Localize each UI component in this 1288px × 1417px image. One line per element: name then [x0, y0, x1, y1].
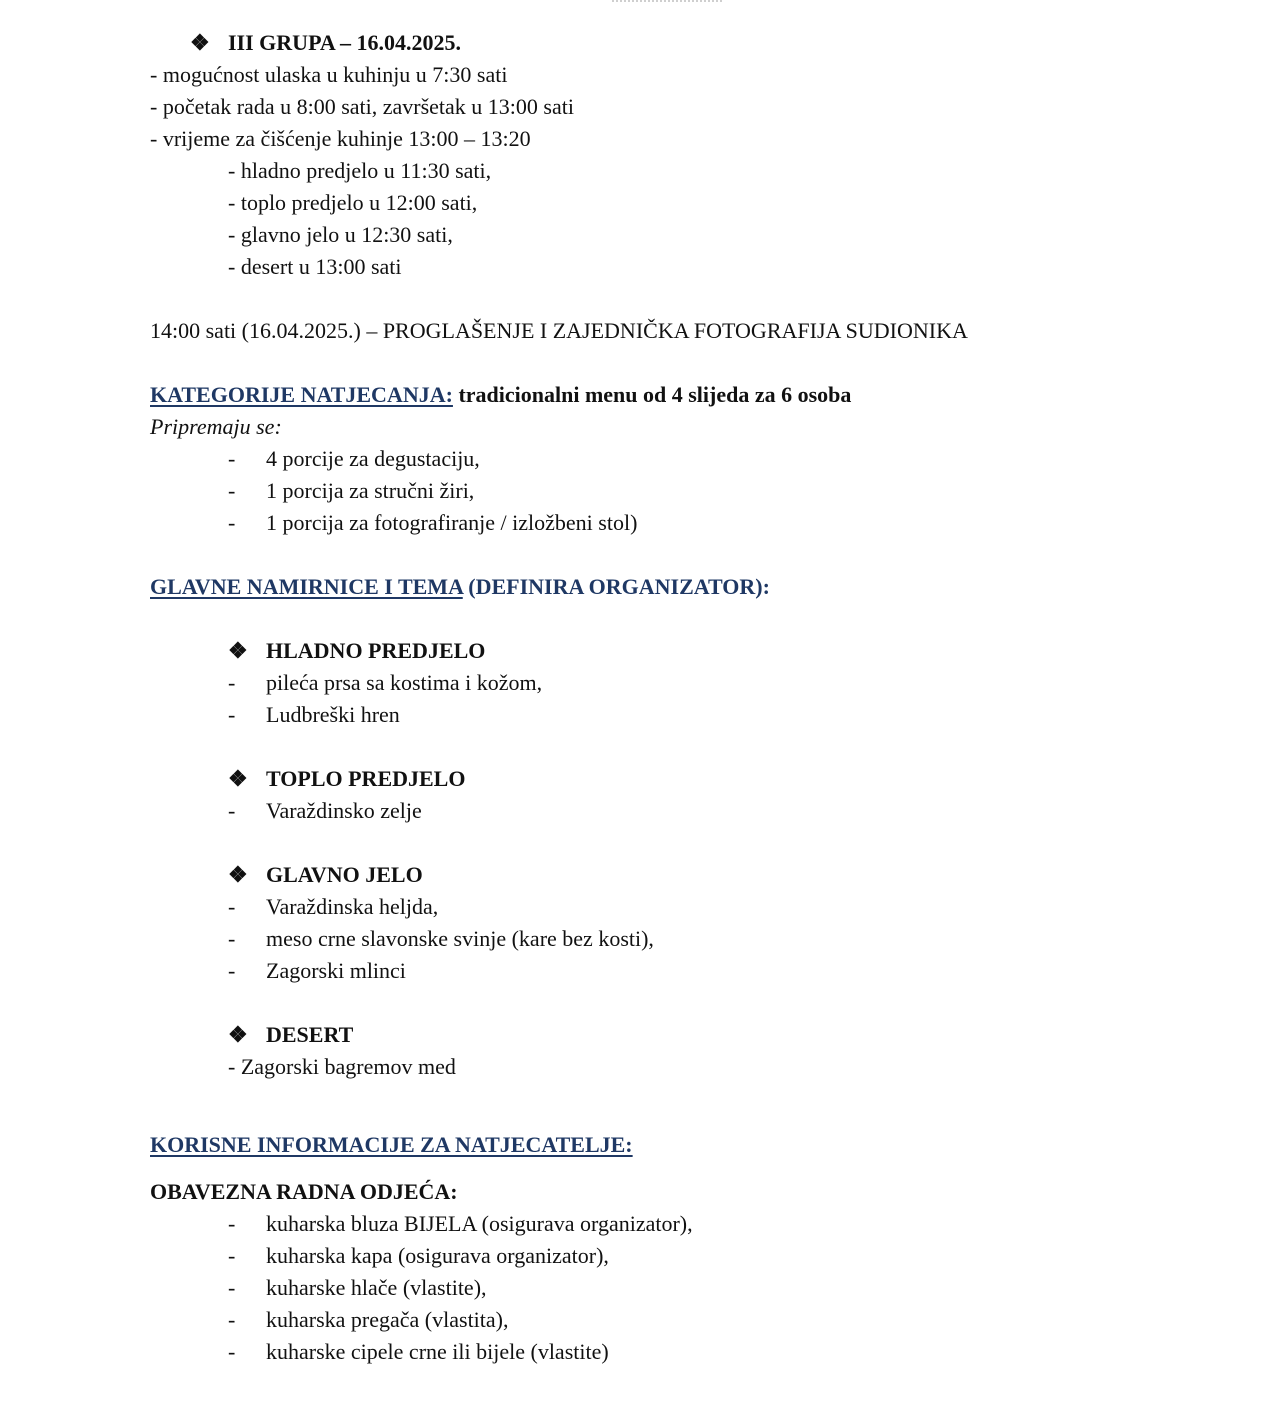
announcement-line: 14:00 sati (16.04.2025.) – PROGLAŠENJE I ZAJEDNIČKA FOTOGRAFIJA SUDIONIKA: [150, 318, 968, 343]
ingredient-text: meso crne slavonske svinje (kare bez kosti),: [266, 926, 654, 951]
attire-text: kuharske hlače (vlastite),: [266, 1275, 487, 1300]
course-title: HLADNO PREDJELO: [266, 638, 486, 663]
ingredient-text: Varaždinsko zelje: [266, 798, 422, 823]
categories-text: tradicionalni menu od 4 slijeda za 6 osoba: [452, 382, 852, 407]
attire-item: [228, 1304, 509, 1336]
ingredient-item: [228, 891, 438, 923]
portion-text: 4 porcije za degustaciju,: [266, 446, 480, 471]
diamond-bullet-icon: ❖: [228, 638, 248, 663]
ingredients-heading: GLAVNE NAMIRNICE I TEMA: [150, 574, 463, 599]
dash-bullet: -: [228, 446, 236, 471]
schedule-line: - desert u 13:00 sati: [228, 254, 402, 279]
ingredient-item: [228, 699, 400, 731]
dash-bullet: -: [228, 1275, 236, 1300]
dash-bullet: -: [228, 510, 236, 535]
portion-item: [228, 443, 480, 475]
attire-text: kuharske cipele crne ili bijele (vlastite): [266, 1339, 609, 1364]
ingredient-text: pileća prsa sa kostima i kožom,: [266, 670, 543, 695]
course-title-line: [228, 763, 465, 795]
dessert-line: - Zagorski bagremov med: [228, 1054, 456, 1079]
course-title: GLAVNO JELO: [266, 862, 423, 887]
diamond-bullet-icon: ❖: [190, 30, 210, 55]
group-line: - mogućnost ulaska u kuhinju u 7:30 sati: [150, 62, 508, 87]
attire-text: kuharska kapa (osigurava organizator),: [266, 1243, 609, 1268]
course-title-line: [228, 859, 423, 891]
attire-item: [228, 1208, 693, 1240]
diamond-bullet-icon: ❖: [228, 766, 248, 791]
dash-bullet: -: [228, 798, 236, 823]
dash-bullet: -: [228, 702, 236, 727]
portion-item: [228, 507, 637, 539]
dash-bullet: -: [228, 958, 236, 983]
attire-text: kuharska bluza BIJELA (osigurava organizator),: [266, 1211, 693, 1236]
group-title-line: [190, 27, 461, 59]
ingredients-heading-line: [150, 571, 770, 603]
ingredient-item: [228, 667, 542, 699]
attire-item: [228, 1336, 609, 1368]
course-title-line: [228, 635, 485, 667]
categories-heading: KATEGORIJE NATJECANJA:: [150, 382, 453, 407]
dash-bullet: -: [228, 926, 236, 951]
course-title-line: [228, 1019, 353, 1051]
dash-bullet: -: [228, 1307, 236, 1332]
group-line: - vrijeme za čišćenje kuhinje 13:00 – 13:20: [150, 126, 531, 151]
dash-bullet: -: [228, 1243, 236, 1268]
ingredient-text: Varaždinska heljda,: [266, 894, 439, 919]
page-top-mark: [612, 0, 722, 2]
attire-heading: OBAVEZNA RADNA ODJEĆA:: [150, 1179, 458, 1204]
dash-bullet: -: [228, 894, 236, 919]
schedule-line: - toplo predjelo u 12:00 sati,: [228, 190, 478, 215]
categories-line: [150, 379, 851, 411]
dash-bullet: -: [228, 670, 236, 695]
group-title: III GRUPA – 16.04.2025.: [228, 30, 462, 55]
attire-text: kuharska pregača (vlastita),: [266, 1307, 509, 1332]
dash-bullet: -: [228, 1211, 236, 1236]
prepare-label: Pripremaju se:: [150, 414, 282, 439]
ingredient-text: Zagorski mlinci: [266, 958, 406, 983]
dash-bullet: -: [228, 478, 236, 503]
ingredient-item: [228, 955, 406, 987]
info-heading: KORISNE INFORMACIJE ZA NATJECATELJE:: [150, 1132, 633, 1157]
course-title: TOPLO PREDJELO: [266, 766, 466, 791]
portion-text: 1 porcija za stručni žiri,: [266, 478, 475, 503]
schedule-line: - glavno jelo u 12:30 sati,: [228, 222, 453, 247]
ingredient-text: Ludbreški hren: [266, 702, 400, 727]
ingredient-item: [228, 795, 422, 827]
diamond-bullet-icon: ❖: [228, 862, 248, 887]
schedule-line: - hladno predjelo u 11:30 sati,: [228, 158, 492, 183]
ingredient-item: [228, 923, 654, 955]
dash-bullet: -: [228, 1339, 236, 1364]
attire-item: [228, 1240, 609, 1272]
diamond-bullet-icon: ❖: [228, 1022, 248, 1047]
portion-item: [228, 475, 474, 507]
attire-item: [228, 1272, 487, 1304]
portion-text: 1 porcija za fotografiranje / izložbeni stol): [266, 510, 638, 535]
course-title: DESERT: [266, 1022, 354, 1047]
group-line: - početak rada u 8:00 sati, završetak u 13:00 sati: [150, 94, 574, 119]
ingredients-heading-rest: (DEFINIRA ORGANIZATOR):: [462, 574, 770, 599]
